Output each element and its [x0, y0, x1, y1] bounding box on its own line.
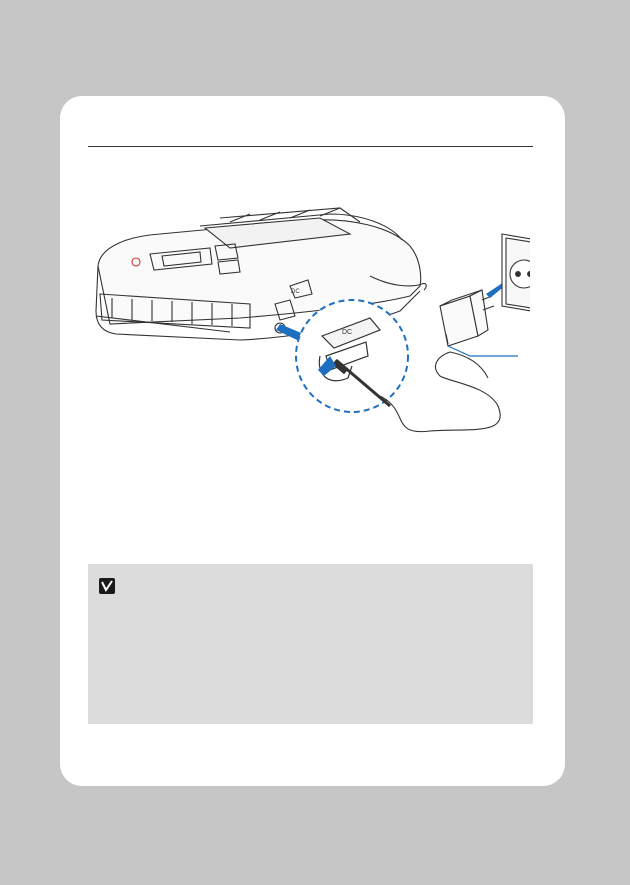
- manual-page-card: [60, 96, 565, 786]
- note-box: [88, 564, 533, 724]
- detail-magnifier: [296, 300, 408, 412]
- svg-text:DC: DC: [291, 289, 300, 295]
- printer-power-diagram: [90, 206, 530, 466]
- svg-text:DC: DC: [342, 329, 353, 336]
- checkmark-icon: [99, 578, 115, 594]
- power-connection-illustration: [90, 206, 530, 466]
- title-divider: [88, 146, 533, 147]
- ac-adapter: [440, 290, 494, 346]
- wall-outlet: [502, 234, 530, 314]
